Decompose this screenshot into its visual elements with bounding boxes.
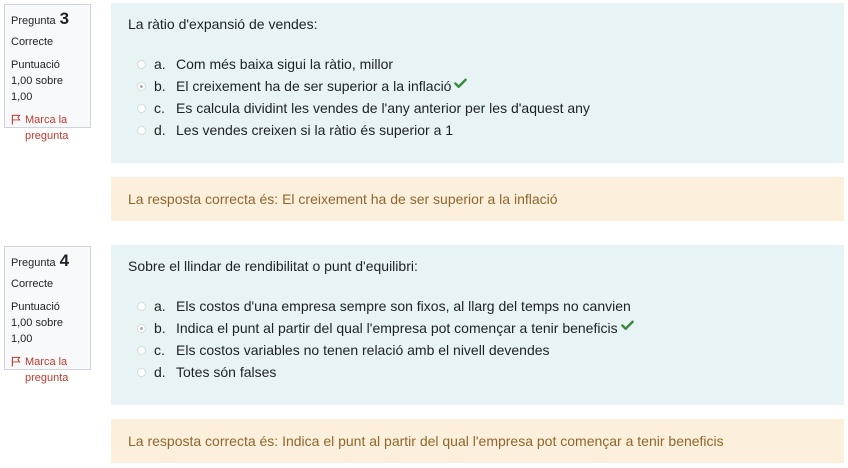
flag-question-link[interactable] <box>11 112 84 144</box>
answer-radio[interactable] <box>137 324 146 333</box>
answer-list <box>128 53 827 141</box>
question-label: Pregunta <box>11 257 56 269</box>
question-text: Sobre el llindar de rendibilitat o punt d'equilibri: <box>128 258 418 274</box>
answer-text: El creixement ha de ser superior a la inflació <box>176 78 452 94</box>
answer-radio[interactable] <box>137 368 146 377</box>
answer-radio[interactable] <box>137 82 146 91</box>
right-answer-text: La resposta correcta és: El creixement ha de ser superior a la inflació <box>128 191 558 207</box>
right-answer-feedback <box>111 419 844 463</box>
check-icon <box>621 320 634 331</box>
answer-option[interactable] <box>128 295 827 317</box>
question-formulation <box>111 245 844 405</box>
answer-option[interactable] <box>128 75 827 97</box>
answer-text: Les vendes creixen si la ràtio és superior a 1 <box>176 122 454 138</box>
flag-icon <box>11 114 22 125</box>
flag-label: Marca la pregunta <box>25 114 69 142</box>
answer-radio[interactable] <box>137 126 146 135</box>
answer-option[interactable] <box>128 361 827 383</box>
flag-icon <box>11 356 22 367</box>
answer-text: Com més baixa sigui la ràtio, millor <box>176 56 394 72</box>
flag-question-link[interactable] <box>11 354 84 386</box>
answer-text: Indica el punt al partir del qual l'empresa pot començar a tenir beneficis <box>176 320 618 336</box>
answer-option[interactable] <box>128 119 827 141</box>
check-icon <box>454 78 467 89</box>
question-state: Correcte <box>11 36 54 48</box>
right-answer-feedback <box>111 177 844 221</box>
answer-option[interactable] <box>128 53 827 75</box>
answer-letter: c. <box>154 342 165 358</box>
answer-option[interactable] <box>128 97 827 119</box>
answer-letter: d. <box>154 364 166 380</box>
question-info <box>4 246 91 384</box>
answer-letter: a. <box>154 298 166 314</box>
answer-text: Es calcula dividint les vendes de l'any anterior per les d'aquest any <box>176 100 590 116</box>
answer-letter: a. <box>154 56 166 72</box>
answer-option[interactable] <box>128 317 827 339</box>
question-info <box>4 4 91 142</box>
question-number: 3 <box>59 9 70 28</box>
answer-letter: b. <box>154 320 166 336</box>
answer-radio[interactable] <box>137 60 146 69</box>
question-number: 4 <box>59 251 70 270</box>
question-grade: Puntuació 1,00 sobre 1,00 <box>11 59 63 103</box>
answer-list <box>128 295 827 383</box>
answer-text: Totes són falses <box>176 364 277 380</box>
flag-label: Marca la pregunta <box>25 356 69 384</box>
answer-radio[interactable] <box>137 302 146 311</box>
answer-text: Els costos d'una empresa sempre son fixos, al llarg del temps no canvien <box>176 298 631 314</box>
answer-radio[interactable] <box>137 346 146 355</box>
right-answer-text: La resposta correcta és: Indica el punt al partir del qual l'empresa pot començar a tenir beneficis <box>128 433 724 449</box>
answer-letter: d. <box>154 122 166 138</box>
answer-letter: c. <box>154 100 165 116</box>
question-label: Pregunta <box>11 15 56 27</box>
question-formulation <box>111 3 844 163</box>
answer-text: Els costos variables no tenen relació amb el nivell devendes <box>176 342 550 358</box>
question-state: Correcte <box>11 278 54 290</box>
answer-radio[interactable] <box>137 104 146 113</box>
answer-option[interactable] <box>128 339 827 361</box>
question-grade: Puntuació 1,00 sobre 1,00 <box>11 301 63 345</box>
answer-letter: b. <box>154 78 166 94</box>
question-text: La ràtio d'expansió de vendes: <box>128 16 318 32</box>
